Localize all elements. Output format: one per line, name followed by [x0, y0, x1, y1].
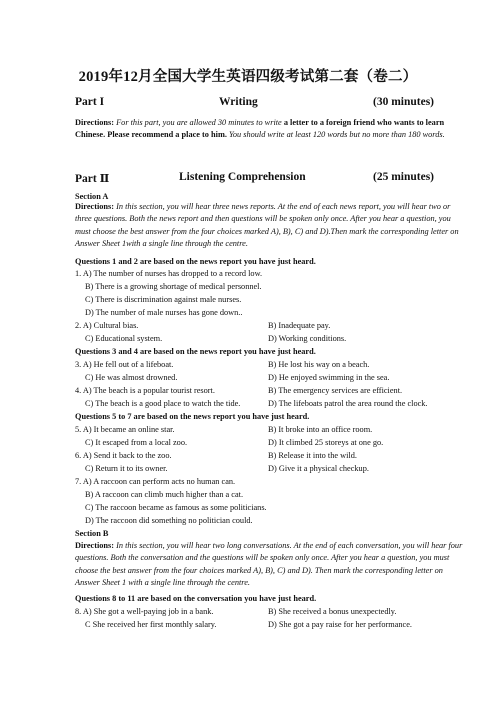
q8-option-c: C She received her first monthly salary. — [85, 620, 217, 629]
part1-time: (30 minutes) — [373, 96, 435, 108]
q5-option-a: 5. A) It became an online star. — [75, 425, 175, 434]
part2-time: (25 minutes) — [373, 171, 435, 183]
part2-header — [75, 171, 463, 187]
section-a-dir-label: Directions: — [75, 202, 115, 211]
q2-option-c: C) Educational system. — [85, 334, 163, 343]
q1-option-a: 1. A) The number of nurses has dropped to a record low. — [75, 269, 263, 278]
q5-option-c: C) It escaped from a local zoo. — [85, 438, 188, 447]
section-a-directions — [75, 201, 465, 251]
q3-option-d: D) He enjoyed swimming in the sea. — [268, 373, 390, 382]
q2-option-b: B) Inadequate pay. — [268, 321, 331, 330]
part1-name: Writing — [219, 96, 258, 108]
part1-dir-label: Directions: — [75, 118, 115, 127]
q8-option-b: B) She received a bonus unexpectedly. — [268, 607, 397, 616]
q3-4-heading: Questions 3 and 4 are based on the news report you have just heard. — [75, 347, 316, 356]
section-b-dir-text: In this section, you will hear two long conversations. At the end of each conversation, you will hear four questions. Both the conversation and the questions will be spoken only once. After you hear a question, you must choose the best answer from the four choices marked A), B), C) and D). Then mark the corresponding letter on Answer Sheet 1 with a single line through the centre. — [75, 541, 463, 588]
q1-option-d: D) The number of male nurses has gone down.. — [85, 308, 243, 317]
q6-option-a: 6. A) Send it back to the zoo. — [75, 451, 172, 460]
section-b-heading: Section B — [75, 529, 109, 538]
q2-option-d: D) Working conditions. — [268, 334, 347, 343]
q4-option-a: 4. A) The beach is a popular tourist resort. — [75, 386, 215, 395]
q1-option-b: B) There is a growing shortage of medical personnel. — [85, 282, 262, 291]
q7-option-a: 7. A) A raccoon can perform acts no human can. — [75, 477, 236, 486]
section-b-dir-label: Directions: — [75, 541, 115, 550]
q8-option-d: D) She got a pay raise for her performance. — [268, 620, 412, 629]
q6-option-c: C) Return it to its owner. — [85, 464, 168, 473]
q6-option-b: B) Release it into the wild. — [268, 451, 357, 460]
q1-option-c: C) There is discrimination against male nurses. — [85, 295, 242, 304]
part1-label: Part I — [75, 96, 105, 108]
q7-option-d: D) The raccoon did something no politician could. — [85, 516, 253, 525]
part1-header — [75, 96, 463, 112]
part1-dir-b: a letter to a foreign friend who wants to learn Chinese. Please recommend a place to him. — [75, 118, 445, 140]
page-title: 2019年12月全国大学生英语四级考试第二套（卷二） — [78, 69, 418, 85]
q3-option-c: C) He was almost drowned. — [85, 373, 178, 382]
q7-option-b: B) A raccoon can climb much higher than a cat. — [85, 490, 244, 499]
q3-option-a: 3. A) He fell out of a lifeboat. — [75, 360, 174, 369]
section-a-dir-text: In this section, you will hear three news reports. At the end of each news report, you will hear two or three questions. Both the news report and then questions will be spoken only once. After you hear a question, you must choose the best answer from the four choices marked A), B), C) and D).Then mark the corresponding letter on Answer Sheet 1with a single line through the centre. — [75, 202, 459, 249]
q8-option-a: 8. A) She got a well-paying job in a bank. — [75, 607, 214, 616]
part2-name: Listening Comprehension — [179, 171, 306, 183]
q4-option-c: C) The beach is a good place to watch the tide. — [85, 399, 241, 408]
part1-dir-c: You should write at least 120 words but no more than 180 words. — [226, 130, 445, 140]
section-b-directions — [75, 540, 465, 590]
q6-option-d: D) Give it a physical checkup. — [268, 464, 369, 473]
q1-2-heading: Questions 1 and 2 are based on the news report you have just heard. — [75, 257, 316, 266]
section-a-heading: Section A — [75, 192, 109, 201]
part1-dir-a: For this part, you are allowed 30 minutes to write — [114, 118, 284, 127]
q4-option-d: D) The lifeboats patrol the area round the clock. — [268, 399, 428, 408]
q7-option-c: C) The raccoon became as famous as some politicians. — [85, 503, 267, 512]
q3-option-b: B) He lost his way on a beach. — [268, 360, 370, 369]
q8-11-heading: Questions 8 to 11 are based on the conversation you have just heard. — [75, 594, 317, 603]
part2-label: Part Ⅱ — [75, 173, 110, 185]
q5-7-heading: Questions 5 to 7 are based on the news report you have just heard. — [75, 412, 310, 421]
q5-option-d: D) It climbed 25 storeys at one go. — [268, 438, 384, 447]
q4-option-b: B) The emergency services are efficient. — [268, 386, 403, 395]
q5-option-b: B) It broke into an office room. — [268, 425, 373, 434]
q2-option-a: 2. A) Cultural bias. — [75, 321, 139, 330]
part1-directions — [75, 117, 465, 142]
